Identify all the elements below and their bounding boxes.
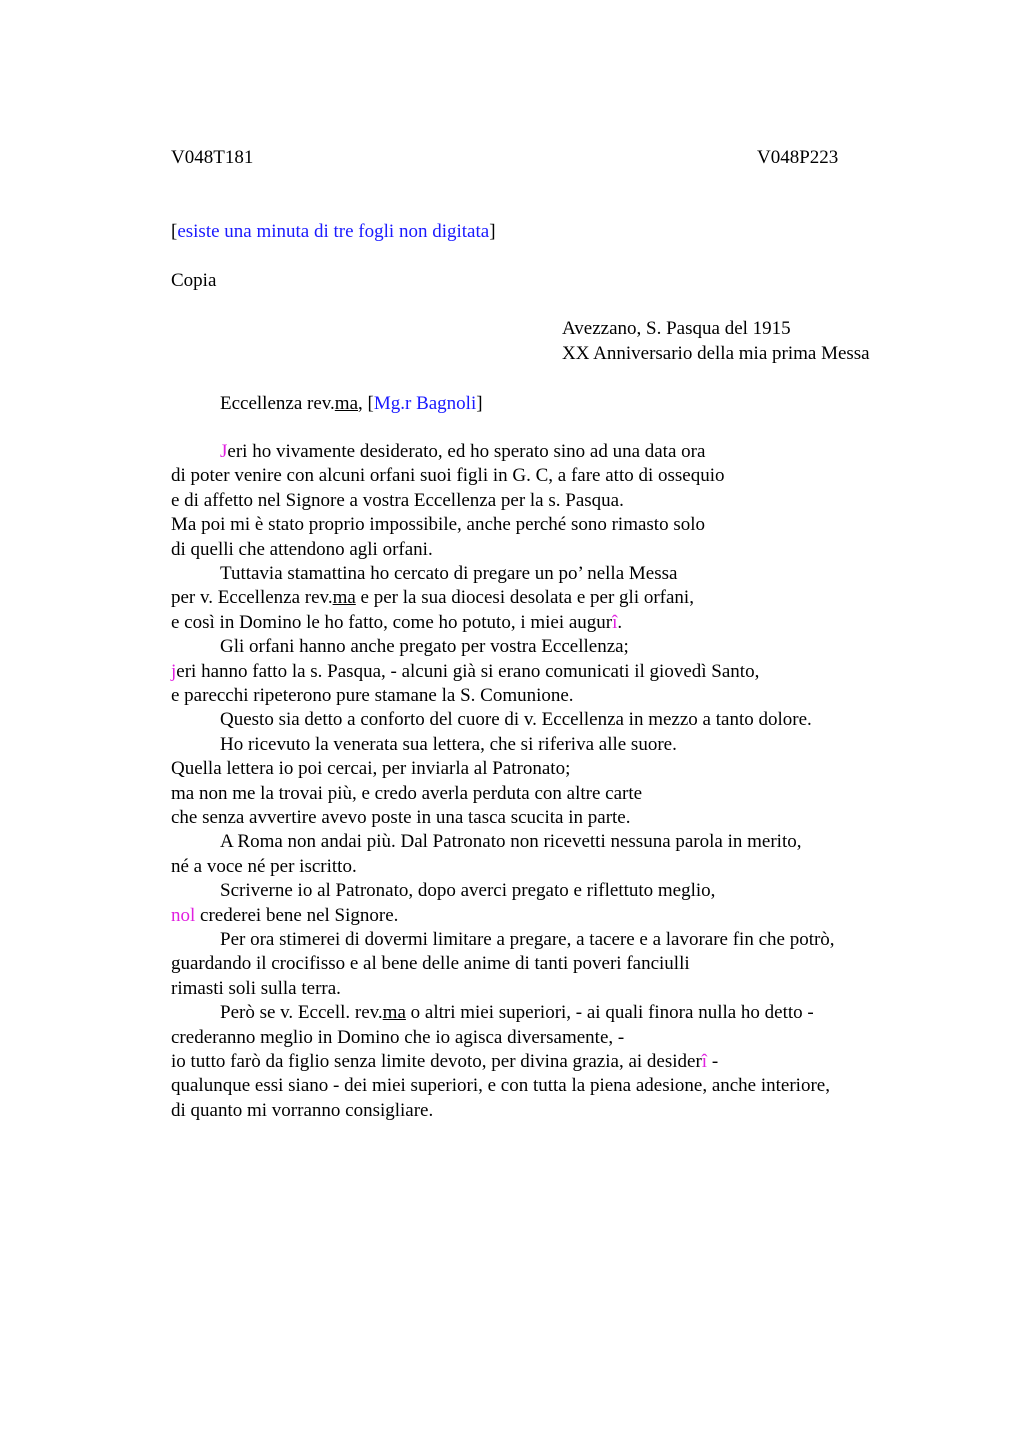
body-line-7-abbr: ma: [332, 587, 356, 608]
note-text: esiste una minuta di tre fogli non digitata: [177, 221, 490, 242]
body-line-24-abbr: ma: [382, 1002, 406, 1023]
body-line-19: Scriverne io al Patronato, dopo averci pregato e riflettuto meglio,: [220, 880, 716, 901]
body-line-22: guardando il crocifisso e al bene delle anime di tanti poveri fanciulli: [171, 953, 690, 974]
body-line-8-text-a: e così in Domino le ho fatto, come ho potuto, i miei augur: [171, 612, 613, 633]
body-line-23: rimasti soli sulla terra.: [171, 978, 341, 999]
body-line-24-text-b: o altri miei superiori, - ai quali finora nulla ho detto -: [405, 1002, 814, 1023]
body-line-21: Per ora stimerei di dovermi limitare a pregare, a tacere e a lavorare fin che potrò,: [220, 929, 835, 950]
body-line-26: [171, 1050, 718, 1074]
body-line-26-mark: î: [701, 1051, 708, 1072]
body-line-1-text: eri ho vivamente desiderato, ed ho sperato sino ad una data ora: [227, 441, 706, 462]
body-line-7-text-b: e per la sua diocesi desolata e per gli orfani,: [355, 587, 694, 608]
salutation-recipient: Mg.r Bagnoli: [373, 393, 477, 414]
body-line-8: [171, 611, 622, 635]
note-open-bracket: [: [171, 221, 178, 242]
dateline-anniversary: XX Anniversario della mia prima Messa: [562, 343, 870, 364]
body-line-3: e di affetto nel Signore a vostra Eccellenza per la s. Pasqua.: [171, 490, 624, 511]
body-line-4: Ma poi mi è stato proprio impossibile, anche perché sono rimasto solo: [171, 514, 706, 535]
salutation-close-bracket: ]: [476, 393, 483, 414]
body-line-20-text: crederei bene nel Signore.: [195, 905, 399, 926]
body-line-10: [171, 660, 759, 684]
salutation-comma: ,: [358, 393, 368, 414]
body-line-7-text-a: per v. Eccellenza rev.: [171, 587, 333, 608]
body-line-11: e parecchi ripeterono pure stamane la S. Comunione.: [171, 685, 574, 706]
editorial-note: [171, 220, 496, 244]
body-line-27: qualunque essi siano - dei miei superiori, e con tutta la piena adesione, anche interiore,: [171, 1075, 830, 1096]
body-line-26-text-b: -: [707, 1051, 719, 1072]
body-line-8-mark: î: [612, 612, 618, 633]
body-line-10-initial: j: [171, 661, 177, 682]
body-line-20: [171, 904, 398, 928]
copy-label: Copia: [171, 270, 217, 291]
body-line-24: [220, 1001, 814, 1025]
body-line-17: A Roma non andai più. Dal Patronato non ricevetti nessuna parola in merito,: [220, 831, 802, 852]
body-line-15: ma non me la trovai più, e credo averla perduta con altre carte: [171, 783, 643, 804]
dateline-place-date: Avezzano, S. Pasqua del 1915: [562, 318, 791, 339]
body-line-13: Ho ricevuto la venerata sua lettera, che si riferiva alle suore.: [220, 734, 677, 755]
body-line-24-text-a: Però se v. Eccell. rev.: [220, 1002, 383, 1023]
body-line-26-text-a: io tutto farò da figlio senza limite devoto, per divina grazia, ai desider: [171, 1051, 702, 1072]
header-left-code: V048T181: [171, 147, 254, 168]
body-line-14: Quella lettera io poi cercai, per inviarla al Patronato;: [171, 758, 571, 779]
salutation-open-bracket: [: [367, 393, 374, 414]
header-right-code: V048P223: [757, 147, 839, 168]
note-close-bracket: ]: [489, 221, 496, 242]
body-line-7: [171, 586, 694, 610]
body-line-9: Gli orfani hanno anche pregato per vostra Eccellenza;: [220, 636, 629, 657]
body-line-16: che senza avvertire avevo poste in una tasca scucita in parte.: [171, 807, 631, 828]
body-line-2: di poter venire con alcuni orfani suoi figli in G. C, a fare atto di ossequio: [171, 465, 725, 486]
body-line-10-text: eri hanno fatto la s. Pasqua, - alcuni già si erano comunicati il giovedì Santo,: [176, 661, 760, 682]
body-line-5: di quelli che attendono agli orfani.: [171, 539, 433, 560]
body-line-1: [220, 440, 705, 464]
body-line-8-text-b: .: [617, 612, 623, 633]
body-line-1-initial: J: [220, 441, 228, 462]
body-line-25: crederanno meglio in Domino che io agisca diversamente, -: [171, 1027, 625, 1048]
body-line-20-mark: nol: [171, 905, 196, 926]
body-line-12: Questo sia detto a conforto del cuore di v. Eccellenza in mezzo a tanto dolore.: [220, 709, 812, 730]
body-line-28: di quanto mi vorranno consigliare.: [171, 1100, 434, 1121]
body-line-18: né a voce né per iscritto.: [171, 856, 357, 877]
body-line-6: Tuttavia stamattina ho cercato di pregare un po’ nella Messa: [220, 563, 678, 584]
salutation-prefix: Eccellenza rev.: [220, 393, 335, 414]
salutation: [220, 392, 483, 416]
salutation-abbr: ma: [334, 393, 359, 414]
